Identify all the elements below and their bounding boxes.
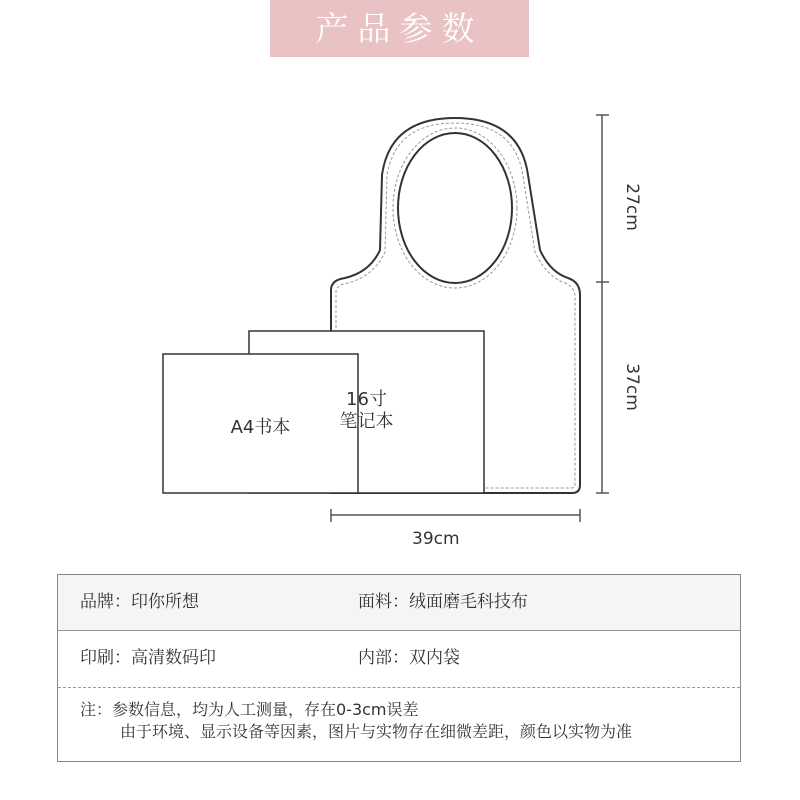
laptop-label-line1: 16寸 — [346, 389, 387, 410]
divider — [58, 687, 740, 688]
measurement-note — [80, 699, 632, 743]
width-label: 39cm — [412, 529, 460, 549]
laptop-label-line2: 笔记本 — [339, 411, 394, 432]
page-title: 产品参数 — [270, 0, 529, 57]
note-line-2: 由于环境、显示设备等因素，图片与实物存在细微差距，颜色以实物为准 — [120, 722, 633, 741]
handle-hole — [398, 133, 512, 283]
spec-table — [57, 574, 741, 762]
handle-height-label: 27cm — [621, 183, 642, 231]
interior-spec: 内部：双内袋 — [358, 648, 460, 668]
spec-row — [58, 631, 740, 686]
fabric-spec: 面料：绒面磨毛科技布 — [358, 592, 528, 612]
spec-row — [58, 575, 740, 631]
note-line-1: 注：参数信息，均为人工测量，存在0-3cm误差 — [80, 700, 419, 719]
brand-spec: 品牌：印你所想 — [80, 592, 199, 612]
laptop-label — [249, 389, 484, 433]
a4-book-label: A4书本 — [230, 417, 291, 438]
printing-spec: 印刷：高清数码印 — [80, 648, 216, 668]
body-height-label: 37cm — [621, 363, 642, 411]
